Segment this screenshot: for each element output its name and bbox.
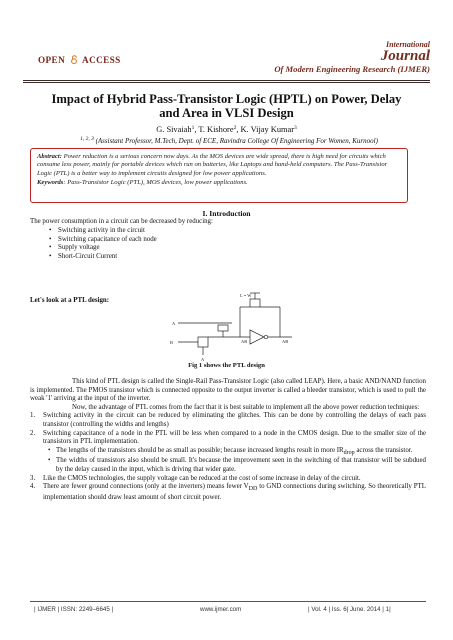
abstract-paragraph — [37, 153, 401, 178]
list-number: 1. — [30, 412, 36, 420]
output-inverter — [250, 330, 264, 344]
list-item-text: Like the CMOS technologies, the supply voltage can be reduced at the cost of some increase in delay of the circuit. — [43, 474, 361, 482]
list-item-text: Switching capacitance of a node in the PTL will be less when compared to a node in the CMOS design. Due to the smaller size of the transistors in PTL implementation. — [43, 429, 426, 446]
keywords-label: Keywords — [37, 179, 64, 187]
list-item: • Switching activity in the circuit — [58, 227, 358, 236]
section-heading-introduction: I. Introduction — [202, 209, 251, 218]
affiliation — [24, 136, 434, 145]
list-item — [43, 447, 426, 458]
affiliation-sup: 1, 2, 3 — [80, 136, 94, 142]
title-line-2: and Area in VLSI Design — [159, 106, 294, 120]
label-input-a: A — [172, 321, 176, 326]
reduction-bullet-list — [58, 227, 358, 261]
header-rule-bottom — [23, 82, 430, 83]
footer-issn: | IJMER | ISSN: 2249–6645 | — [34, 606, 114, 613]
bleeder-transistor — [250, 299, 260, 307]
abstract-label: Abstract: — [37, 153, 62, 160]
abstract-text: Power reduction is a serious concern now days. As the MOS devices are wide spread, there is high need for circuits which consume less power, mainly for portable devices which run on batteries, like Laptops and hand-held computers. The Pass-Transistor Logic (PTL) is a better way to implement circuits designed for low power applications. — [37, 153, 388, 177]
pass-transistor-a — [218, 325, 228, 331]
abstract-box — [30, 148, 408, 203]
list-item-text-end: to GND connections during switching. So theoretically PTL implementation should draw least amount of short circuit power. — [43, 483, 426, 501]
footer-website-link[interactable]: www.ijmer.com — [200, 606, 242, 613]
label-input-b: B — [170, 340, 174, 345]
sublist-text-end: across the transistor. — [354, 446, 413, 454]
list-item-text: There are fewer ground connections (only at the inverters) means fewer V — [43, 483, 249, 491]
logo-text-right: ACCESS — [82, 55, 121, 65]
author-1-sup: 1 — [191, 125, 195, 131]
pass-transistor-b — [198, 337, 208, 347]
list-number: 4. — [30, 483, 36, 491]
author-2: T. Kishore — [198, 125, 234, 134]
logo-text-left: OPEN — [38, 55, 66, 65]
list-item: • Short-Circuit Current — [58, 253, 358, 262]
transistor-size-sublist — [43, 447, 426, 475]
header-rule-top — [23, 80, 430, 81]
keywords-text: : Pass-Transistor Logic (PTL), MOS devices, low power applications. — [63, 179, 248, 187]
list-item: • The widths of transistors also should be small. It's because the improvement seen in the switching of that transistor will be subdued by the delay caused in the input, which is driving that wider gate. — [43, 457, 426, 474]
figure-caption: Fig 1 shows the PTL design — [188, 362, 265, 369]
list-number: 2. — [30, 429, 36, 437]
list-item-text: Switching activity in the circuit can be reduced by eliminating the glitches. This can be done by controlling the delays of each pass transistor (controlling the widths and lengths) — [43, 412, 426, 428]
intro-sentence: The power consumption in a circuit can be decreased by reducing: — [30, 218, 213, 225]
keywords — [37, 179, 401, 187]
list-item: • Supply voltage — [58, 244, 358, 253]
journal-name — [274, 40, 430, 74]
paragraph-advantage: Now, the advantage of PTL comes from the fact that it is best suitable to implement all the above power reduction techniques: — [72, 403, 420, 411]
author-3-sup: 3 — [294, 125, 297, 131]
list-item — [30, 412, 426, 429]
list-item: • Switching capacitance of each node — [58, 236, 358, 245]
list-number: 3. — [30, 474, 36, 482]
open-access-logo — [38, 55, 121, 65]
list-item — [30, 430, 426, 475]
open-access-lock-icon — [70, 55, 78, 64]
journal-line-2: Journal — [380, 48, 430, 64]
author-3: K. Vijay Kumar — [240, 125, 295, 134]
techniques-numbered-list — [30, 412, 426, 502]
paper-title — [30, 92, 423, 120]
label-output-ab: AB — [282, 339, 289, 344]
author-2-sup: 2 — [233, 125, 237, 131]
ptl-design-heading: Let's look at a PTL design: — [30, 297, 110, 304]
label-input-a-bottom: A — [201, 357, 205, 362]
journal-line-3: Of Modern Engineering Research (IJMER) — [274, 64, 430, 74]
label-node-ab: AB — [241, 339, 248, 344]
journal-line-1: International — [385, 40, 430, 49]
label-length-width: L = W — [240, 293, 252, 298]
affiliation-text: (Assistant Professor, M.Tech, Dept. of ECE, Ravindra College Of Engineering For Women, Kurnool) — [95, 137, 378, 145]
footer-volume: | Vol. 4 | Iss. 6| June. 2014 | 1| — [308, 606, 391, 613]
title-line-1: Impact of Hybrid Pass-Transistor Logic (HPTL) on Power, Delay — [51, 92, 402, 106]
vdd-subscript: DD — [248, 486, 258, 493]
body-text — [30, 378, 426, 502]
authors: G. Sivaiah$^1$, T. Kishore$^2$, K. Vijay Kumar$^3$ — [156, 125, 297, 134]
paragraph-leap: This kind of PTL design is called the Single-Rail Pass-Transistor Logic (also called LEAP). Here, a basic AND/NAND function is implemented. The PMOS transistor which is connected opposite to the output inverter is called a bleeder transistor, which is used to pull the weak '1' arriving at the input of the inverter. — [30, 378, 426, 403]
list-item — [30, 475, 426, 484]
footer-rule — [30, 601, 426, 602]
author-1: G. Sivaiah — [156, 125, 192, 134]
list-item — [30, 483, 426, 502]
ptl-circuit-diagram — [140, 285, 300, 365]
ir-drop-subscript: drop — [343, 449, 355, 456]
sublist-text: The lengths of the transistors should be as small as possible; because increased lengths result in more IR — [56, 446, 344, 454]
